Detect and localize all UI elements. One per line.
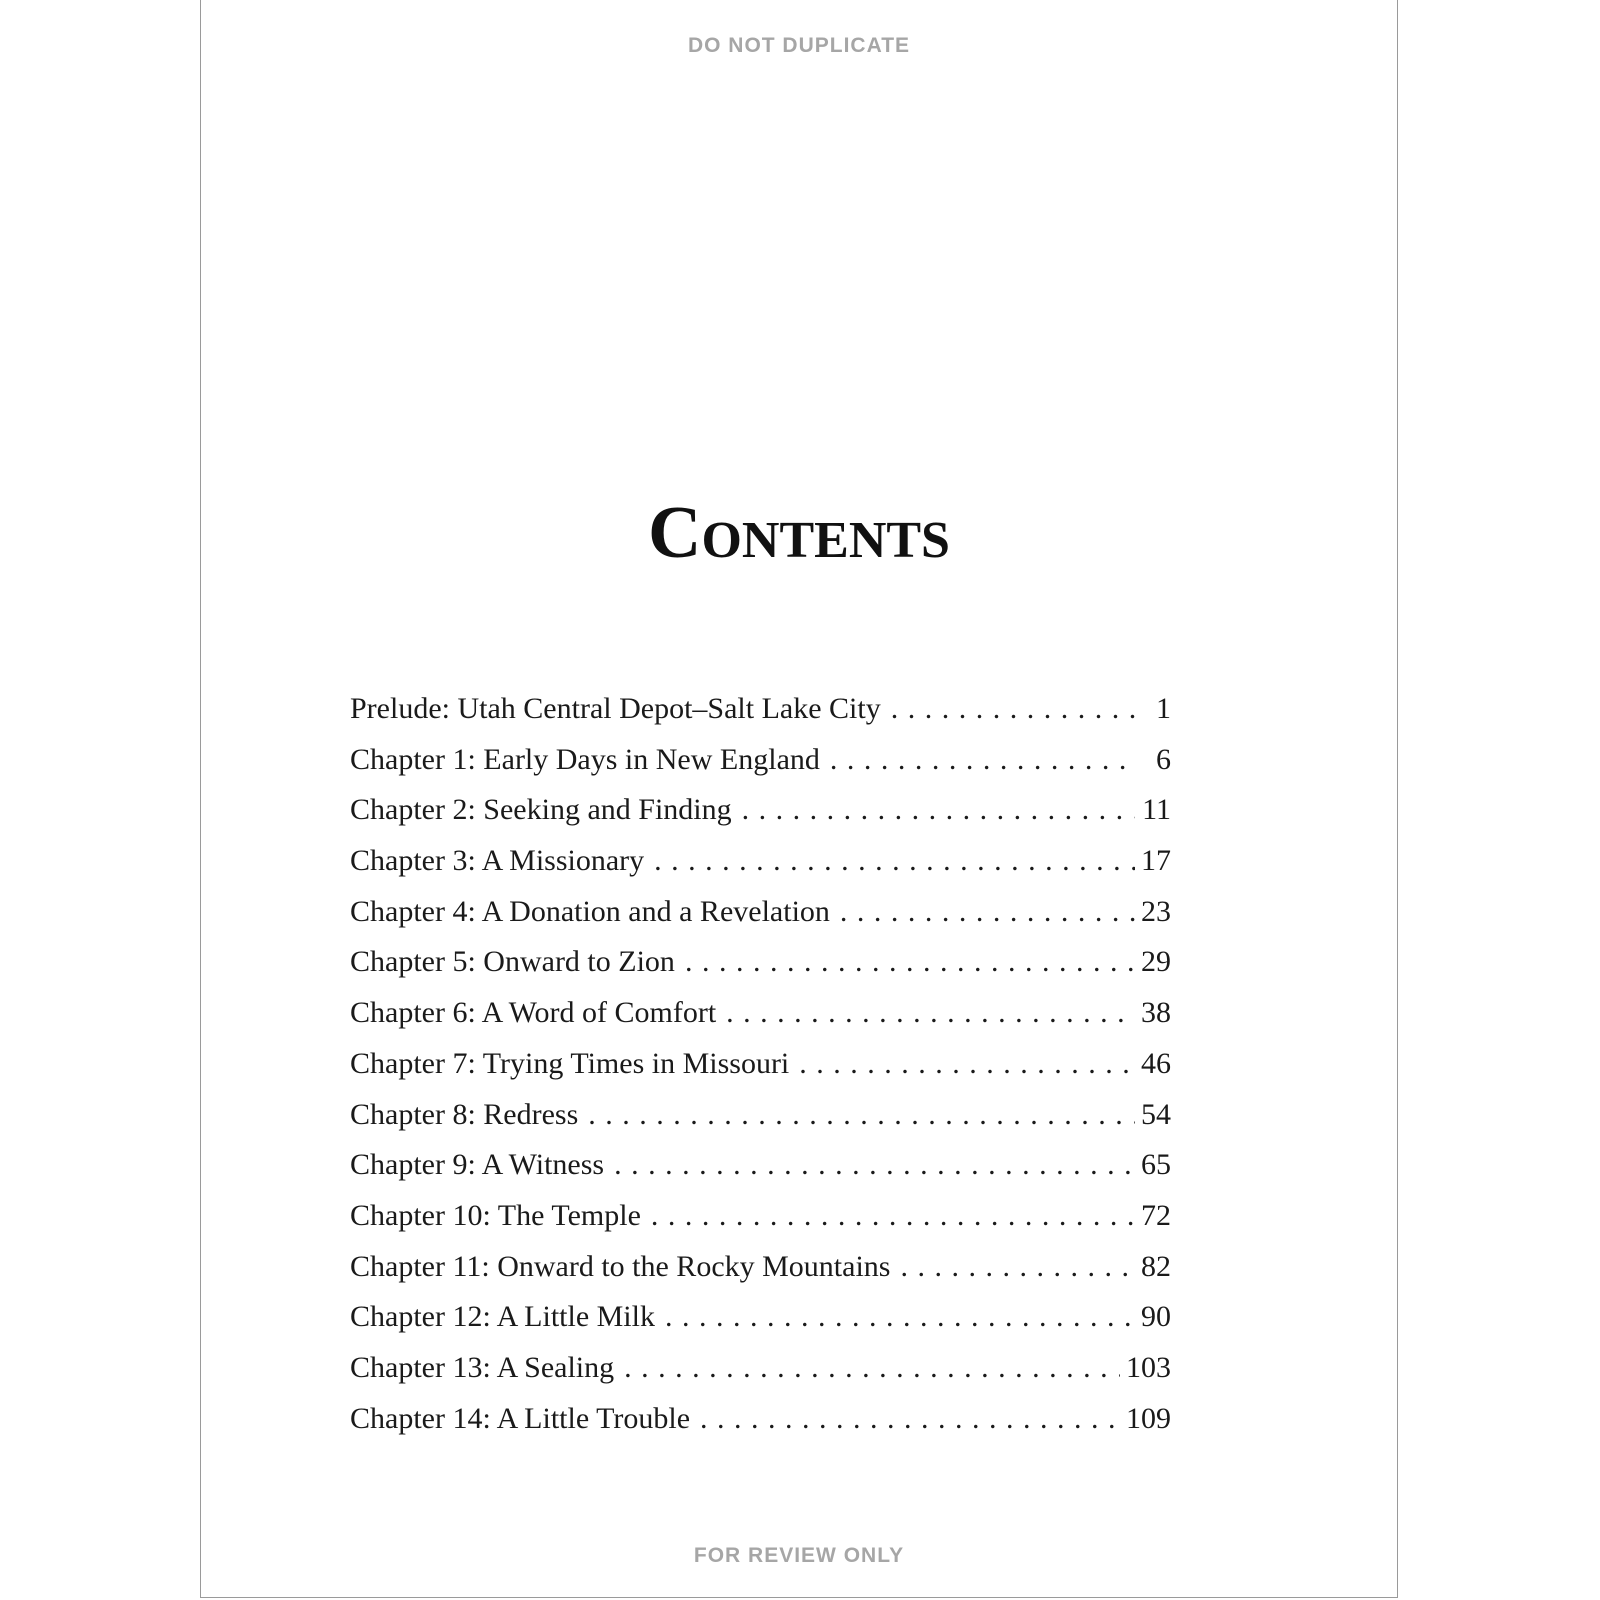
toc-entry-page: 23 [1141,894,1171,928]
toc-entry-page: 29 [1141,945,1171,979]
toc-entry-label: Chapter 5: Onward to Zion [350,945,675,979]
toc-dot-leader [799,1047,1135,1081]
toc-entry-label: Chapter 10: The Temple [350,1198,641,1232]
toc-dot-leader [614,1148,1135,1182]
toc-dot-leader [665,1300,1135,1334]
table-of-contents [350,692,1171,1452]
toc-entry [350,1402,1171,1453]
toc-entry-label: Prelude: Utah Central Depot–Salt Lake City [350,692,881,725]
toc-entry-label: Chapter 8: Redress [350,1097,579,1131]
toc-entry-page: 54 [1141,1097,1171,1131]
toc-entry [350,1351,1171,1402]
toc-entry-page: 90 [1141,1300,1171,1334]
toc-entry-page: 11 [1142,793,1171,827]
toc-dot-leader [700,1402,1120,1436]
toc-entry-page: 17 [1141,844,1171,878]
toc-entry-page: 46 [1141,1046,1171,1080]
toc-entry [350,1098,1171,1149]
toc-entry-page: 103 [1126,1350,1171,1384]
book-page [200,0,1398,1598]
toc-entry-page: 65 [1141,1148,1171,1182]
toc-entry-label: Chapter 11: Onward to the Rocky Mountains [350,1249,891,1283]
toc-entry-label: Chapter 6: A Word of Comfort [350,996,717,1030]
toc-entry [350,945,1171,996]
toc-dot-leader [624,1351,1120,1385]
toc-entry [350,1250,1171,1301]
toc-entry-label: Chapter 3: A Missionary [350,844,645,878]
toc-entry-label: Chapter 12: A Little Milk [350,1300,655,1334]
watermark-top: DO NOT DUPLICATE [687,34,911,57]
toc-dot-leader [900,1250,1135,1284]
watermark-bottom: FOR REVIEW ONLY [693,1544,905,1567]
toc-entry-label: Chapter 4: A Donation and a Revelation [350,894,830,928]
toc-entry [350,1148,1171,1199]
page-title: Contents [648,491,950,574]
toc-entry-label: Chapter 13: A Sealing [350,1350,615,1384]
toc-entry-page: 38 [1141,996,1171,1030]
toc-entry-page: 72 [1141,1198,1171,1232]
toc-entry-page: 1 [1156,692,1171,725]
toc-entry-label: Chapter 9: A Witness [350,1148,605,1182]
toc-entry [350,692,1171,743]
toc-entry [350,895,1171,946]
toc-dot-leader [726,996,1135,1030]
toc-dot-leader [742,793,1135,827]
toc-entry-page: 82 [1141,1249,1171,1283]
toc-entry-label: Chapter 14: A Little Trouble [350,1401,691,1435]
toc-dot-leader [651,1199,1135,1233]
toc-entry [350,1199,1171,1250]
toc-dot-leader [654,844,1135,878]
toc-dot-leader [840,895,1135,929]
toc-entry [350,743,1171,794]
toc-entry-label: Chapter 2: Seeking and Finding [350,793,732,827]
toc-dot-leader [588,1098,1135,1132]
toc-dot-leader [891,692,1135,726]
toc-entry [350,1047,1171,1098]
toc-entry [350,844,1171,895]
toc-entry-label: Chapter 1: Early Days in New England [350,742,820,776]
toc-dot-leader [685,945,1135,979]
toc-entry-label: Chapter 7: Trying Times in Missouri [350,1046,790,1080]
toc-entry [350,793,1171,844]
toc-entry [350,996,1171,1047]
toc-dot-leader [830,743,1135,777]
toc-entry [350,1300,1171,1351]
toc-entry-page: 6 [1156,742,1171,776]
toc-entry-page: 109 [1126,1401,1171,1435]
